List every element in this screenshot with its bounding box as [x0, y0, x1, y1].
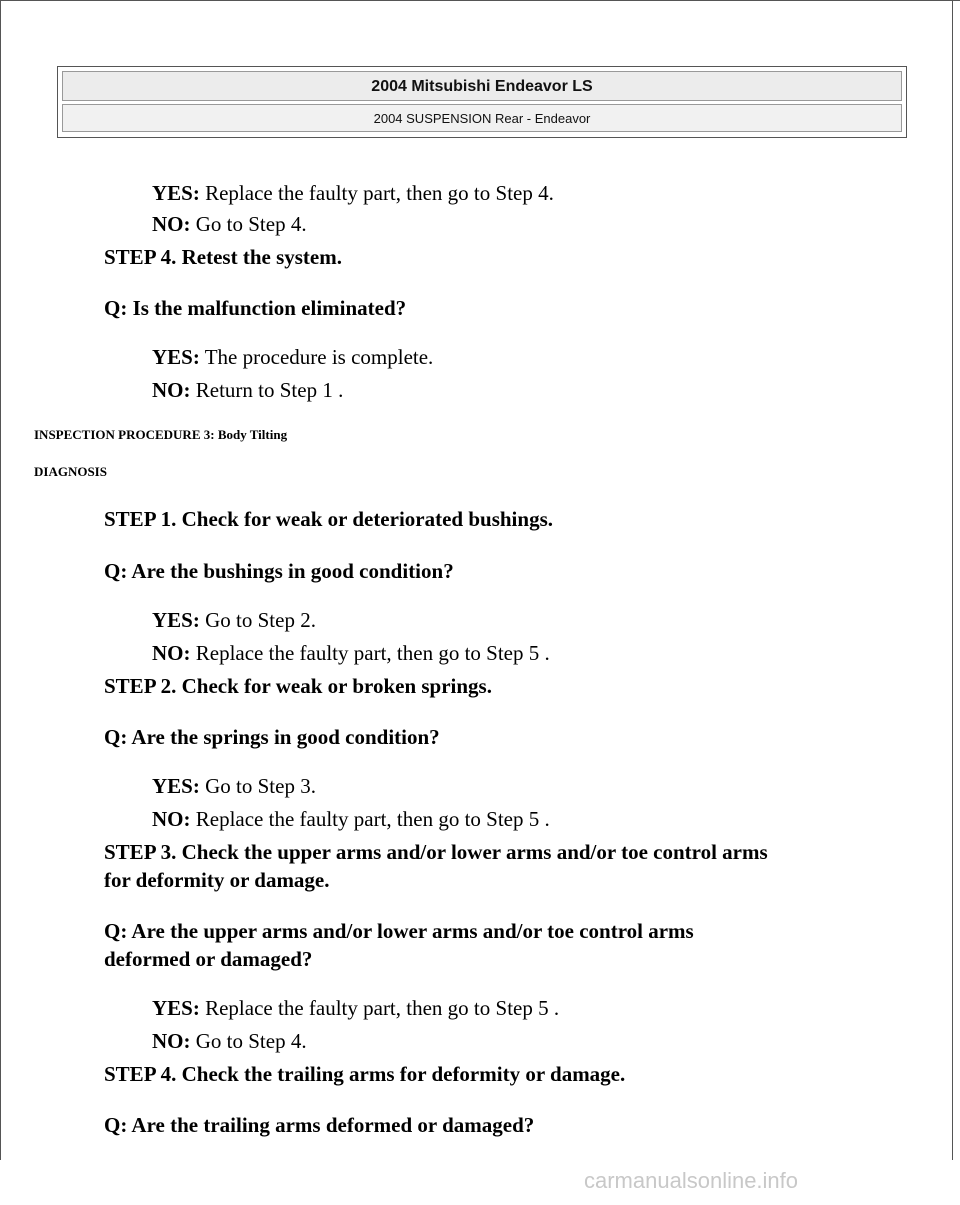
answer-yes: [152, 998, 559, 1019]
answer-label: NO:: [152, 1029, 191, 1053]
question: Q: Are the springs in good condition?: [104, 725, 440, 749]
step-heading: STEP 2. Check for weak or broken springs.: [104, 674, 492, 698]
answer-text: Go to Step 2.: [199, 608, 316, 632]
answer-text: Replace the faulty part, then go to Step 5 .: [190, 807, 550, 831]
question: Q: Are the trailing arms deformed or damaged?: [104, 1113, 535, 1137]
answer-yes: [152, 347, 433, 368]
answer-yes: [152, 183, 554, 204]
header-title: 2004 Mitsubishi Endeavor LS: [62, 71, 902, 101]
answer-text: The procedure is complete.: [199, 345, 434, 369]
answer-label: NO:: [152, 378, 191, 402]
step-heading: STEP 3. Check the upper arms and/or lower arms and/or toe control arms: [104, 840, 768, 864]
answer-label: NO:: [152, 212, 191, 236]
header-subtitle: 2004 SUSPENSION Rear - Endeavor: [62, 104, 902, 132]
answer-text: Replace the faulty part, then go to Step 5 .: [199, 996, 560, 1020]
answer-label: YES:: [152, 774, 200, 798]
answer-yes: [152, 610, 316, 631]
watermark: carmanualsonline.info: [584, 1168, 799, 1193]
answer-text: Replace the faulty part, then go to Step 5 .: [190, 641, 550, 665]
answer-label: YES:: [152, 181, 200, 205]
question-continued: deformed or damaged?: [104, 947, 313, 971]
answer-label: YES:: [152, 345, 200, 369]
page-border-top: [0, 0, 960, 1]
answer-label: NO:: [152, 641, 191, 665]
answer-text: Go to Step 4.: [190, 1029, 307, 1053]
question: Q: Are the upper arms and/or lower arms and/or toe control arms: [104, 919, 694, 943]
answer-text: Replace the faulty part, then go to Step 4.: [199, 181, 554, 205]
answer-no: [152, 643, 550, 664]
answer-no: [152, 214, 307, 235]
page-border-left: [0, 0, 1, 1160]
step-heading-continued: for deformity or damage.: [104, 868, 330, 892]
answer-no: [152, 1031, 307, 1052]
answer-text: Go to Step 3.: [199, 774, 316, 798]
section-label-diagnosis: DIAGNOSIS: [34, 464, 107, 479]
answer-no: [152, 380, 343, 401]
answer-yes: [152, 776, 316, 797]
procedure-title: INSPECTION PROCEDURE 3: Body Tilting: [34, 427, 288, 442]
answer-no: [152, 809, 550, 830]
page-border-right: [952, 0, 953, 1160]
answer-label: YES:: [152, 996, 200, 1020]
step-heading: STEP 4. Check the trailing arms for deformity or damage.: [104, 1062, 626, 1086]
answer-label: YES:: [152, 608, 200, 632]
step-heading: STEP 1. Check for weak or deteriorated bushings.: [104, 507, 553, 531]
step-heading: STEP 4. Retest the system.: [104, 245, 342, 269]
document-header: [57, 66, 907, 138]
question: Q: Are the bushings in good condition?: [104, 559, 454, 583]
answer-text: Go to Step 4.: [190, 212, 307, 236]
answer-label: NO:: [152, 807, 191, 831]
question: Q: Is the malfunction eliminated?: [104, 296, 407, 320]
answer-text: Return to Step 1 .: [190, 378, 344, 402]
